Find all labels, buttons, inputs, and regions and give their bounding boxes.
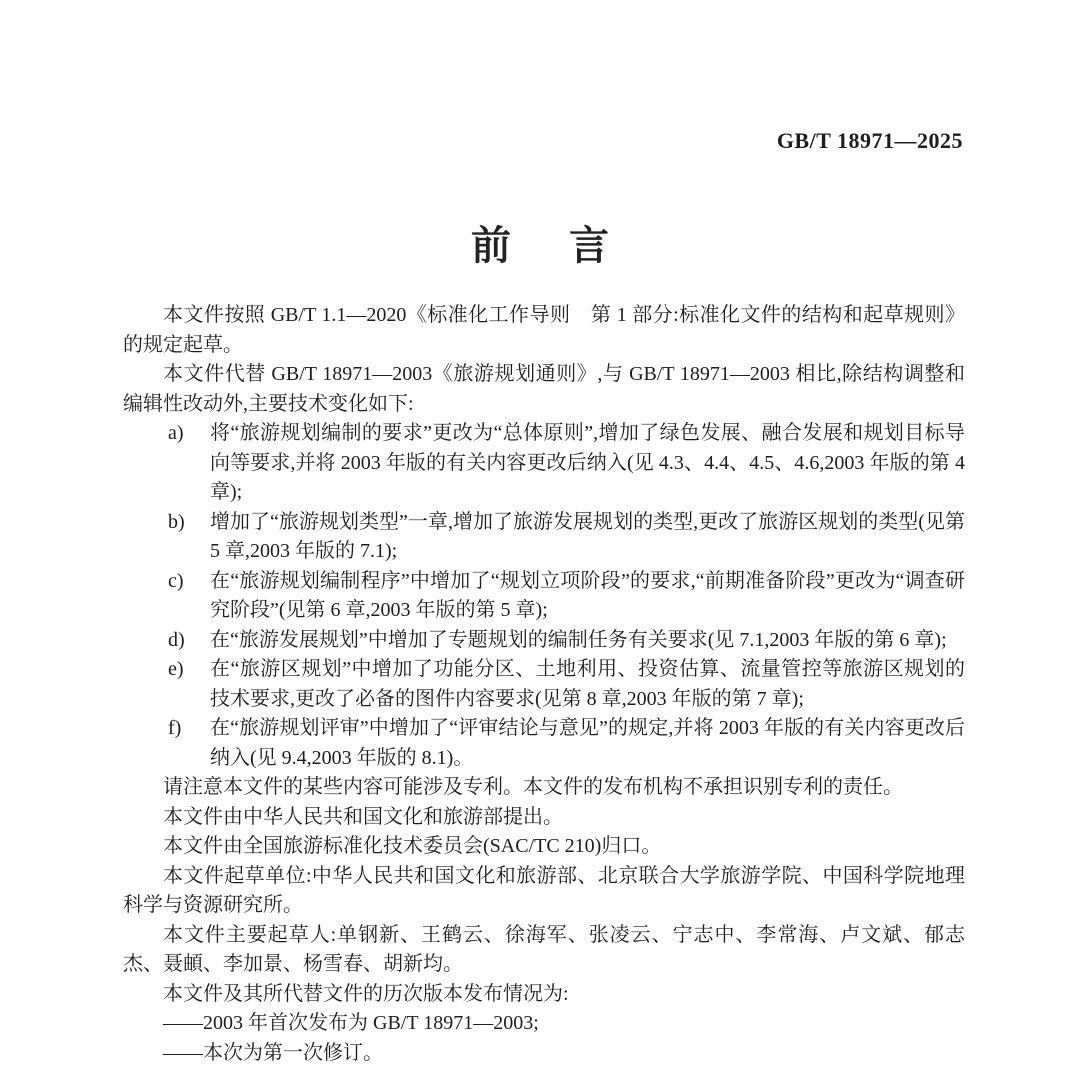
paragraph-proposed-by: 本文件由中华人民共和国文化和旅游部提出。 bbox=[163, 805, 563, 828]
change-list-item bbox=[123, 655, 965, 714]
change-item-text: 在“旅游规划评审”中增加了“评审结论与意见”的规定,并将 2003 年版的有关内容更改后纳入(见 9.4,2003 年版的 8.1)。 bbox=[210, 717, 965, 769]
change-list-item bbox=[123, 714, 965, 773]
standard-code: GB/T 18971—2025 bbox=[776, 128, 963, 153]
change-item-label: d) bbox=[168, 628, 185, 651]
foreword-title-char-1: 前 bbox=[471, 223, 511, 268]
foreword-title-char-2: 言 bbox=[569, 223, 609, 268]
change-item-text: 在“旅游发展规划”中增加了专题规划的编制任务有关要求(见 7.1,2003 年版的第 6 章); bbox=[210, 628, 947, 651]
change-list-item bbox=[123, 508, 965, 567]
foreword-title bbox=[0, 214, 1080, 271]
paragraph-patent-notice: 请注意本文件的某些内容可能涉及专利。本文件的发布机构不承担识别专利的责任。 bbox=[163, 776, 903, 798]
paragraph-version-history-intro: 本文件及其所代替文件的历次版本发布情况为: bbox=[163, 982, 569, 1005]
version-history-item-first-revision: ——本次为第一次修订。 bbox=[163, 1041, 383, 1064]
version-history-item-first-release: ——2003 年首次发布为 GB/T 18971—2003; bbox=[163, 1012, 539, 1034]
change-list-item bbox=[123, 626, 965, 656]
paragraph-replacement-note: 本文件代替 GB/T 18971—2003《旅游规划通则》,与 GB/T 18971—2003 相比,除结构调整和编辑性改动外,主要技术变化如下: bbox=[123, 363, 965, 415]
change-item-text: 增加了“旅游规划类型”一章,增加了旅游发展规划的类型,更改了旅游区规划的类型(见第 5 章,2003 年版的 7.1); bbox=[210, 510, 965, 562]
paragraph-main-drafters: 本文件主要起草人:单钢新、王鹤云、徐海军、张凌云、宁志中、李常海、卢文斌、郁志杰、聂頔、李加景、杨雪春、胡新均。 bbox=[123, 923, 965, 975]
change-item-label: a) bbox=[168, 422, 184, 444]
paragraph-drafting-basis: 本文件按照 GB/T 1.1—2020《标准化工作导则 第 1 部分:标准化文件的结构和起草规则》的规定起草。 bbox=[123, 304, 965, 356]
change-item-label: f) bbox=[168, 717, 182, 739]
change-item-label: e) bbox=[168, 658, 184, 680]
paragraph-drafting-organizations: 本文件起草单位:中华人民共和国文化和旅游部、北京联合大学旅游学院、中国科学院地理科学与资源研究所。 bbox=[123, 864, 965, 916]
change-item-text: 在“旅游区规划”中增加了功能分区、土地利用、投资估算、流量管控等旅游区规划的技术要求,更改了必备的图件内容要求(见第 8 章,2003 年版的第 7 章); bbox=[210, 658, 965, 710]
change-item-label: b) bbox=[168, 510, 185, 533]
change-list-item bbox=[123, 419, 965, 508]
paragraph-centralized-by: 本文件由全国旅游标准化技术委员会(SAC/TC 210)归口。 bbox=[163, 835, 662, 857]
change-item-label: c) bbox=[168, 569, 184, 592]
foreword-content bbox=[123, 301, 965, 1068]
change-item-text: 将“旅游规划编制的要求”更改为“总体原则”,增加了绿色发展、融合发展和规划目标导向等要求,并将 2003 年版的有关内容更改后纳入(见 4.3、4.4、4.5、4.6,2003 年版的第 4 章); bbox=[210, 422, 965, 503]
change-item-text: 在“旅游规划编制程序”中增加了“规划立项阶段”的要求,“前期准备阶段”更改为“调查研究阶段”(见第 6 章,2003 年版的第 5 章); bbox=[210, 569, 965, 621]
change-list-item bbox=[123, 567, 965, 626]
